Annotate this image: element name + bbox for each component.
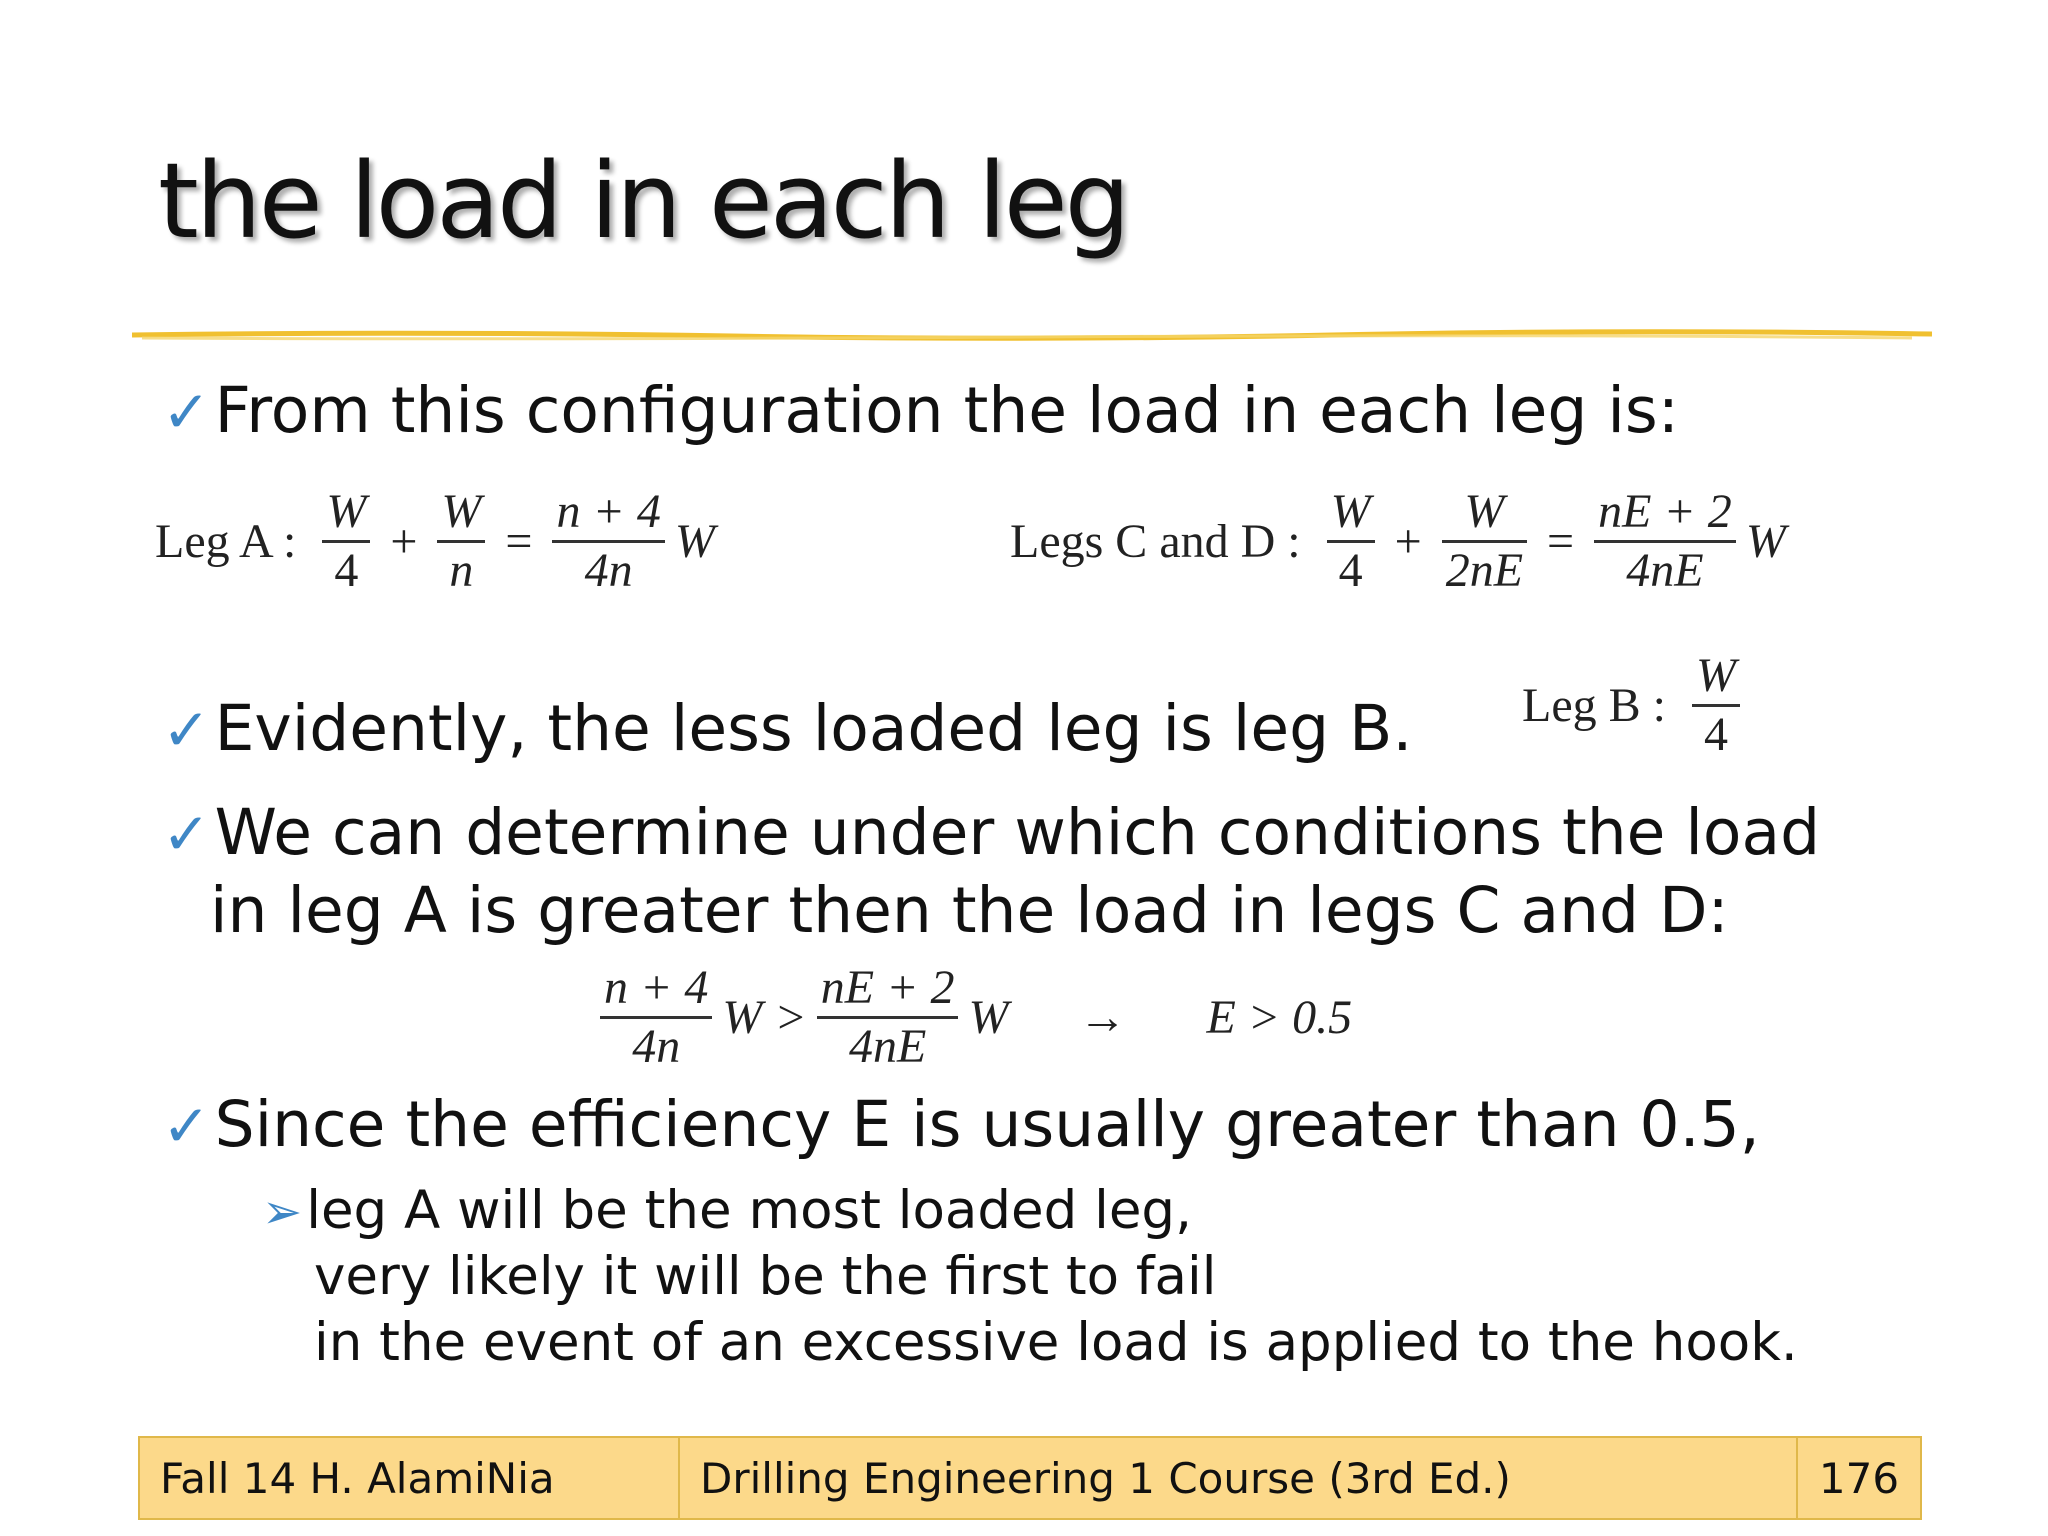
implies-arrow-icon: →	[1078, 991, 1127, 1044]
leg-a-label: Leg A :	[155, 515, 297, 568]
bullet-2-text: Evidently, the less loaded leg is leg B.	[214, 692, 1413, 765]
equation-leg-a: Leg A : $\frac{W}{4}$ + $\frac{W}{n}$ = $\frac{n + 4}{4n}$ W	[155, 485, 715, 597]
equation-inequality: $\frac{n + 4}{4n}$ W > $\frac{nE + 2}{4nE}$ W → E > 0.5	[590, 960, 1352, 1075]
slide-footer	[138, 1436, 1922, 1520]
equation-legs-cd: Legs C and D : $\frac{W}{4}$ + $\frac{W}{2nE}$ = $\frac{nE + 2}{4nE}$ W	[1010, 485, 1786, 597]
leg-b-label: Leg B :	[1522, 679, 1666, 732]
bullet-4-text: Since the efficiency E is usually greater than 0.5,	[214, 1088, 1760, 1161]
sub-bullet-line-1: ➢leg A will be the most loaded leg,	[262, 1180, 1192, 1241]
bullet-2	[162, 690, 1412, 769]
legs-cd-label: Legs C and D :	[1010, 515, 1301, 568]
check-icon: ✓	[162, 696, 211, 764]
bullet-3-text-line2: in leg A is greater then the load in legs C and D:	[210, 874, 1729, 947]
sub-bullet-line-2: very likely it will be the first to fail	[314, 1246, 1217, 1307]
bullet-3	[162, 794, 1820, 873]
bullet-3-text-line1: We can determine under which conditions the load	[214, 796, 1821, 869]
bullet-1	[162, 372, 1679, 451]
footer-course: Drilling Engineering 1 Course (3rd Ed.)	[680, 1438, 1798, 1518]
slide-title: the load in each leg	[158, 140, 1128, 262]
footer-author: Fall 14 H. AlamiNia	[140, 1438, 680, 1518]
title-divider	[132, 328, 1932, 344]
bullet-1-text: From this configuration the load in each leg is:	[214, 374, 1679, 447]
arrow-bullet-icon: ➢	[262, 1184, 303, 1240]
bullet-4	[162, 1086, 1760, 1165]
check-icon: ✓	[162, 1092, 211, 1160]
check-icon: ✓	[162, 378, 211, 446]
sub-bullet-line-3: in the event of an excessive load is applied to the hook.	[314, 1312, 1798, 1373]
equation-leg-b: Leg B : $\frac{W}{4}$	[1522, 648, 1750, 763]
check-icon: ✓	[162, 800, 211, 868]
bullet-3-continued	[210, 872, 1729, 950]
footer-page-number: 176	[1798, 1438, 1920, 1518]
